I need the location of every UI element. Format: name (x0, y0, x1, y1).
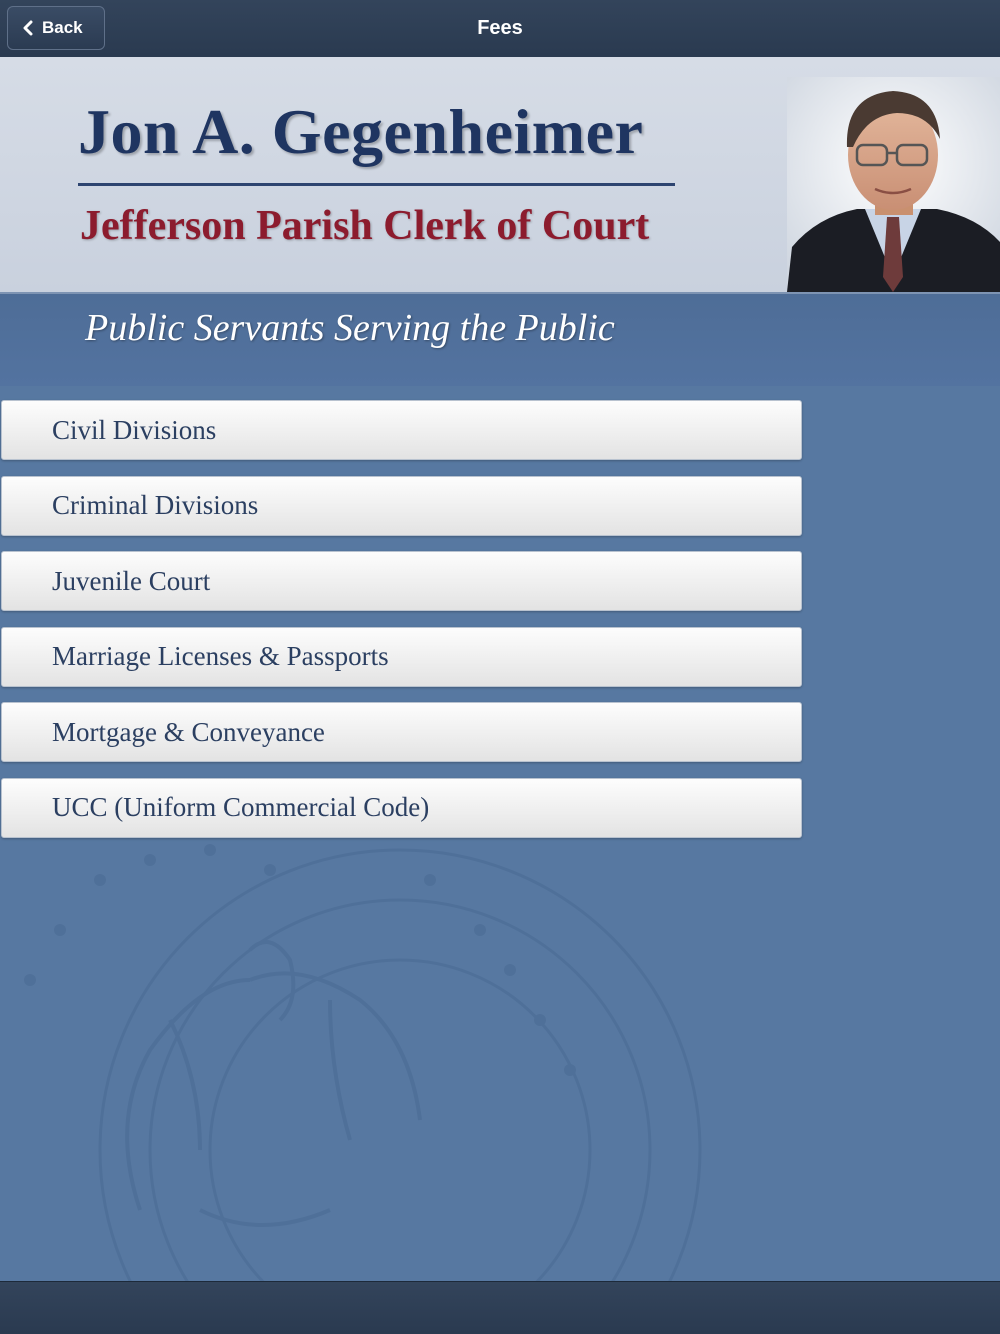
back-button-label: Back (42, 18, 83, 37)
header-banner (0, 57, 1000, 294)
top-navigation-bar (0, 0, 1000, 58)
portrait-photo (787, 77, 1000, 292)
chevron-left-icon (22, 20, 33, 36)
fees-menu-list (1, 400, 802, 853)
official-name: Jon A. Gegenheimer (78, 96, 644, 167)
header-divider (78, 183, 675, 186)
tagline-band (0, 294, 1000, 386)
office-title: Jefferson Parish Clerk of Court (80, 203, 650, 249)
back-button[interactable] (7, 6, 105, 50)
tagline: Public Servants Serving the Public (85, 307, 615, 349)
menu-item-ucc[interactable]: UCC (Uniform Commercial Code) (1, 778, 802, 838)
menu-item-criminal-divisions[interactable]: Criminal Divisions (1, 476, 802, 536)
court-seal-watermark (0, 820, 800, 1282)
menu-item-juvenile-court[interactable]: Juvenile Court (1, 551, 802, 611)
bottom-toolbar (0, 1281, 1000, 1334)
menu-item-marriage-licenses-passports[interactable]: Marriage Licenses & Passports (1, 627, 802, 687)
menu-item-mortgage-conveyance[interactable]: Mortgage & Conveyance (1, 702, 802, 762)
page-title: Fees (477, 17, 523, 39)
menu-item-civil-divisions[interactable]: Civil Divisions (1, 400, 802, 460)
